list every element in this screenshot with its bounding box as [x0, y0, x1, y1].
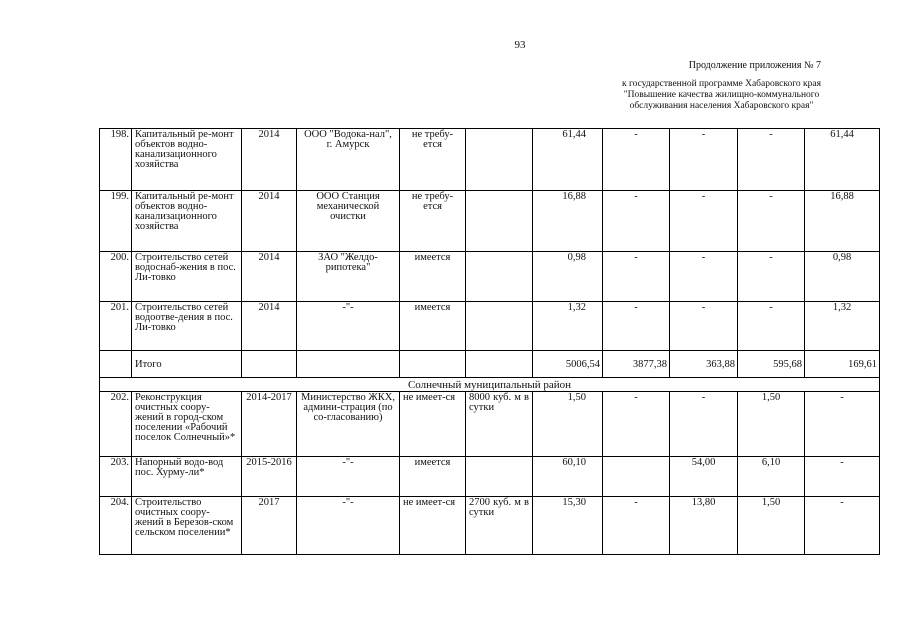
page-number: 93	[514, 39, 526, 51]
section-title: Солнечный муниципальный район	[100, 378, 880, 392]
subtitle-line: "Повышение качества жилищно-коммунального	[623, 90, 820, 100]
amount-col-4: -	[805, 457, 880, 497]
amount-col-2: -	[670, 191, 738, 252]
documentation: имеется	[400, 457, 466, 497]
amount-col-1: -	[603, 392, 670, 457]
amount-col-4: 16,88	[805, 191, 880, 252]
organization: Министерство ЖКХ, админи-страция (по со-гласованию)	[297, 392, 400, 457]
program-subtitle	[622, 79, 821, 112]
year: 2014	[242, 302, 297, 351]
capacity	[466, 252, 533, 302]
amount-col-1: -	[603, 191, 670, 252]
documentation: не имеет-ся	[400, 497, 466, 555]
amount-col-1: 3877,38	[603, 351, 670, 378]
amount-col-2: -	[670, 392, 738, 457]
row-number	[100, 351, 132, 378]
table-row	[100, 191, 880, 252]
amount-col-1: -	[603, 129, 670, 191]
object-name: Реконструкция очистных соору-жений в город-ском поселении «Рабочий поселок Солнечный»*	[132, 392, 242, 457]
year: 2014	[242, 191, 297, 252]
section-row	[100, 378, 880, 392]
amount-col-1	[603, 457, 670, 497]
year	[242, 351, 297, 378]
amount-col-2: 54,00	[670, 457, 738, 497]
amount-col-3: 595,68	[738, 351, 805, 378]
program-table	[99, 128, 880, 555]
capacity	[466, 302, 533, 351]
amount-col-4: 61,44	[805, 129, 880, 191]
row-number: 202.	[100, 392, 132, 457]
capacity	[466, 129, 533, 191]
capacity	[466, 351, 533, 378]
total-amount: 60,10	[533, 457, 603, 497]
capacity	[466, 191, 533, 252]
total-amount: 15,30	[533, 497, 603, 555]
organization: ООО Станция механической очистки	[297, 191, 400, 252]
year: 2017	[242, 497, 297, 555]
table-row	[100, 457, 880, 497]
amount-col-4: -	[805, 392, 880, 457]
object-name: Напорный водо-вод пос. Хурму-ли*	[132, 457, 242, 497]
total-row	[100, 351, 880, 378]
documentation: не имеет-ся	[400, 392, 466, 457]
organization: -"-	[297, 497, 400, 555]
row-number: 201.	[100, 302, 132, 351]
row-number: 198.	[100, 129, 132, 191]
capacity: 2700 куб. м в сутки	[466, 497, 533, 555]
capacity	[466, 457, 533, 497]
documentation: имеется	[400, 252, 466, 302]
subtitle-line: обслуживания населения Хабаровского края"	[629, 101, 814, 111]
organization: ЗАО "Желдо-рипотека"	[297, 252, 400, 302]
organization: -"-	[297, 302, 400, 351]
amount-col-3: -	[738, 129, 805, 191]
amount-col-3: -	[738, 191, 805, 252]
amount-col-3: -	[738, 252, 805, 302]
total-label: Итого	[132, 351, 242, 378]
row-number: 204.	[100, 497, 132, 555]
year: 2014	[242, 129, 297, 191]
amount-col-1: -	[603, 252, 670, 302]
total-amount: 1,32	[533, 302, 603, 351]
amount-col-4: 1,32	[805, 302, 880, 351]
total-amount: 0,98	[533, 252, 603, 302]
object-name: Капитальный ре-монт объектов водно-канализационного хозяйства	[132, 191, 242, 252]
amount-col-4: 0,98	[805, 252, 880, 302]
object-name: Строительство очистных соору-жений в Березов-ском сельском поселении*	[132, 497, 242, 555]
documentation: не требу-ется	[400, 129, 466, 191]
amount-col-4: 169,61	[805, 351, 880, 378]
table-row	[100, 129, 880, 191]
organization	[297, 351, 400, 378]
documentation: имеется	[400, 302, 466, 351]
amount-col-3: 6,10	[738, 457, 805, 497]
table-row	[100, 302, 880, 351]
table-row	[100, 392, 880, 457]
total-amount: 61,44	[533, 129, 603, 191]
amount-col-2: -	[670, 129, 738, 191]
amount-col-3: 1,50	[738, 392, 805, 457]
documentation: не требу-ется	[400, 191, 466, 252]
table-row	[100, 497, 880, 555]
table-row	[100, 252, 880, 302]
year: 2015-2016	[242, 457, 297, 497]
year: 2014-2017	[242, 392, 297, 457]
organization: ООО "Водока-нал", г. Амурск	[297, 129, 400, 191]
amount-col-3: -	[738, 302, 805, 351]
total-amount: 5006,54	[533, 351, 603, 378]
row-number: 200.	[100, 252, 132, 302]
amount-col-1: -	[603, 302, 670, 351]
amount-col-3: 1,50	[738, 497, 805, 555]
subtitle-line: к государственной программе Хабаровского края	[621, 79, 821, 89]
amount-col-4: -	[805, 497, 880, 555]
capacity: 8000 куб. м в сутки	[466, 392, 533, 457]
amount-col-2: -	[670, 302, 738, 351]
year: 2014	[242, 252, 297, 302]
amount-col-2: 13,80	[670, 497, 738, 555]
amount-col-1: -	[603, 497, 670, 555]
documentation	[400, 351, 466, 378]
row-number: 199.	[100, 191, 132, 252]
row-number: 203.	[100, 457, 132, 497]
appendix-continuation: Продолжение приложения № 7	[688, 60, 821, 71]
organization: -"-	[297, 457, 400, 497]
object-name: Строительство сетей водоснаб-жения в пос. Ли-товко	[132, 252, 242, 302]
object-name: Строительство сетей водоотве-дения в пос. Ли-товко	[132, 302, 242, 351]
total-amount: 16,88	[533, 191, 603, 252]
object-name: Капитальный ре-монт объектов водно-канализационного хозяйства	[132, 129, 242, 191]
amount-col-2: 363,88	[670, 351, 738, 378]
amount-col-2: -	[670, 252, 738, 302]
total-amount: 1,50	[533, 392, 603, 457]
